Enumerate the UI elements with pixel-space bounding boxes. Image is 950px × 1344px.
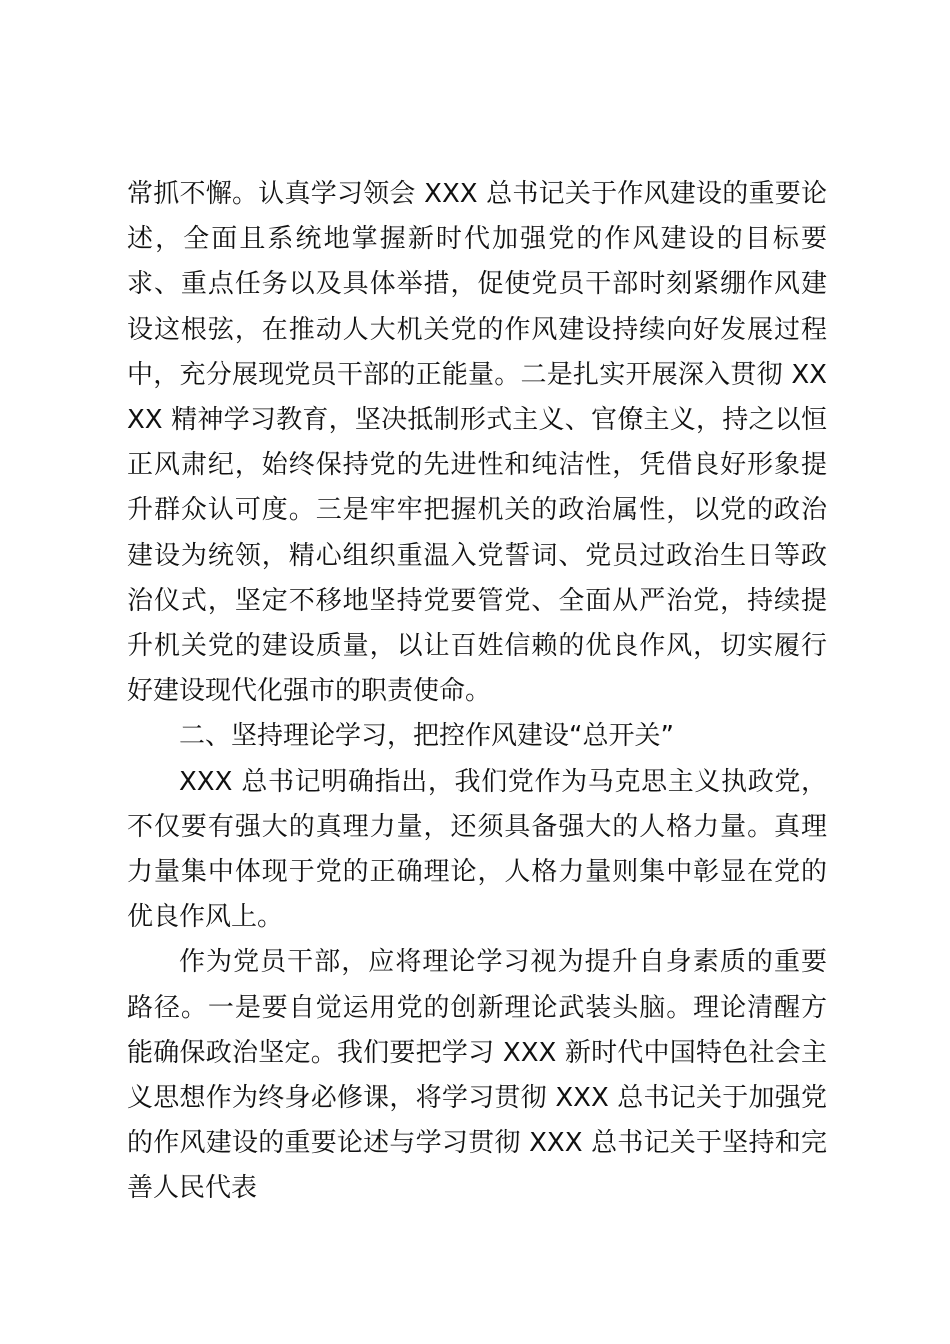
document-body xyxy=(127,172,827,1212)
body-paragraph: XXX 总书记明确指出，我们党作为马克思主义执政党，不仅要有强大的真理力量，还须具备强大的人格力量。真理力量集中体现于党的正确理论，人格力量则集中彰显在党的优良作风上。 xyxy=(127,766,827,933)
section-heading: 二、坚持理论学习，把控作风建设“总开关” xyxy=(179,721,674,752)
body-paragraph-continuation: 常抓不懈。认真学习领会 XXX 总书记关于作风建设的重要论述，全面且系统地掌握新时代加强党的作风建设的目标要求、重点任务以及具体举措，促使党员干部时刻紧绷作风建设这根弦，在推动人大机关党的作风建设持续向好发展过程中，充分展现党员干部的正能量。二是扎实开展深入贯彻 XXXX 精神学习教育，坚决抵制形式主义、官僚主义，持之以恒正风肃纪，始终保持党的先进性和纯洁性，凭借良好形象提升群众认可度。三是牢牢把握机关的政治属性，以党的政治建设为统领，精心组织重温入党誓词、党员过政治生日等政治仪式，坚定不移地坚持党要管党、全面从严治党，持续提升机关党的建设质量，以让百姓信赖的优良作风，切实履行好建设现代化强市的职责使命。 xyxy=(127,179,827,707)
body-paragraph: 作为党员干部，应将理论学习视为提升自身素质的重要路径。一是要自觉运用党的创新理论武装头脑。理论清醒方能确保政治坚定。我们要把学习 XXX 新时代中国特色社会主义思想作为终身必修课，将学习贯彻 XXX 总书记关于加强党的作风建设的重要论述与学习贯彻 XXX 总书记关于坚持和完善人民代表 xyxy=(127,947,827,1204)
